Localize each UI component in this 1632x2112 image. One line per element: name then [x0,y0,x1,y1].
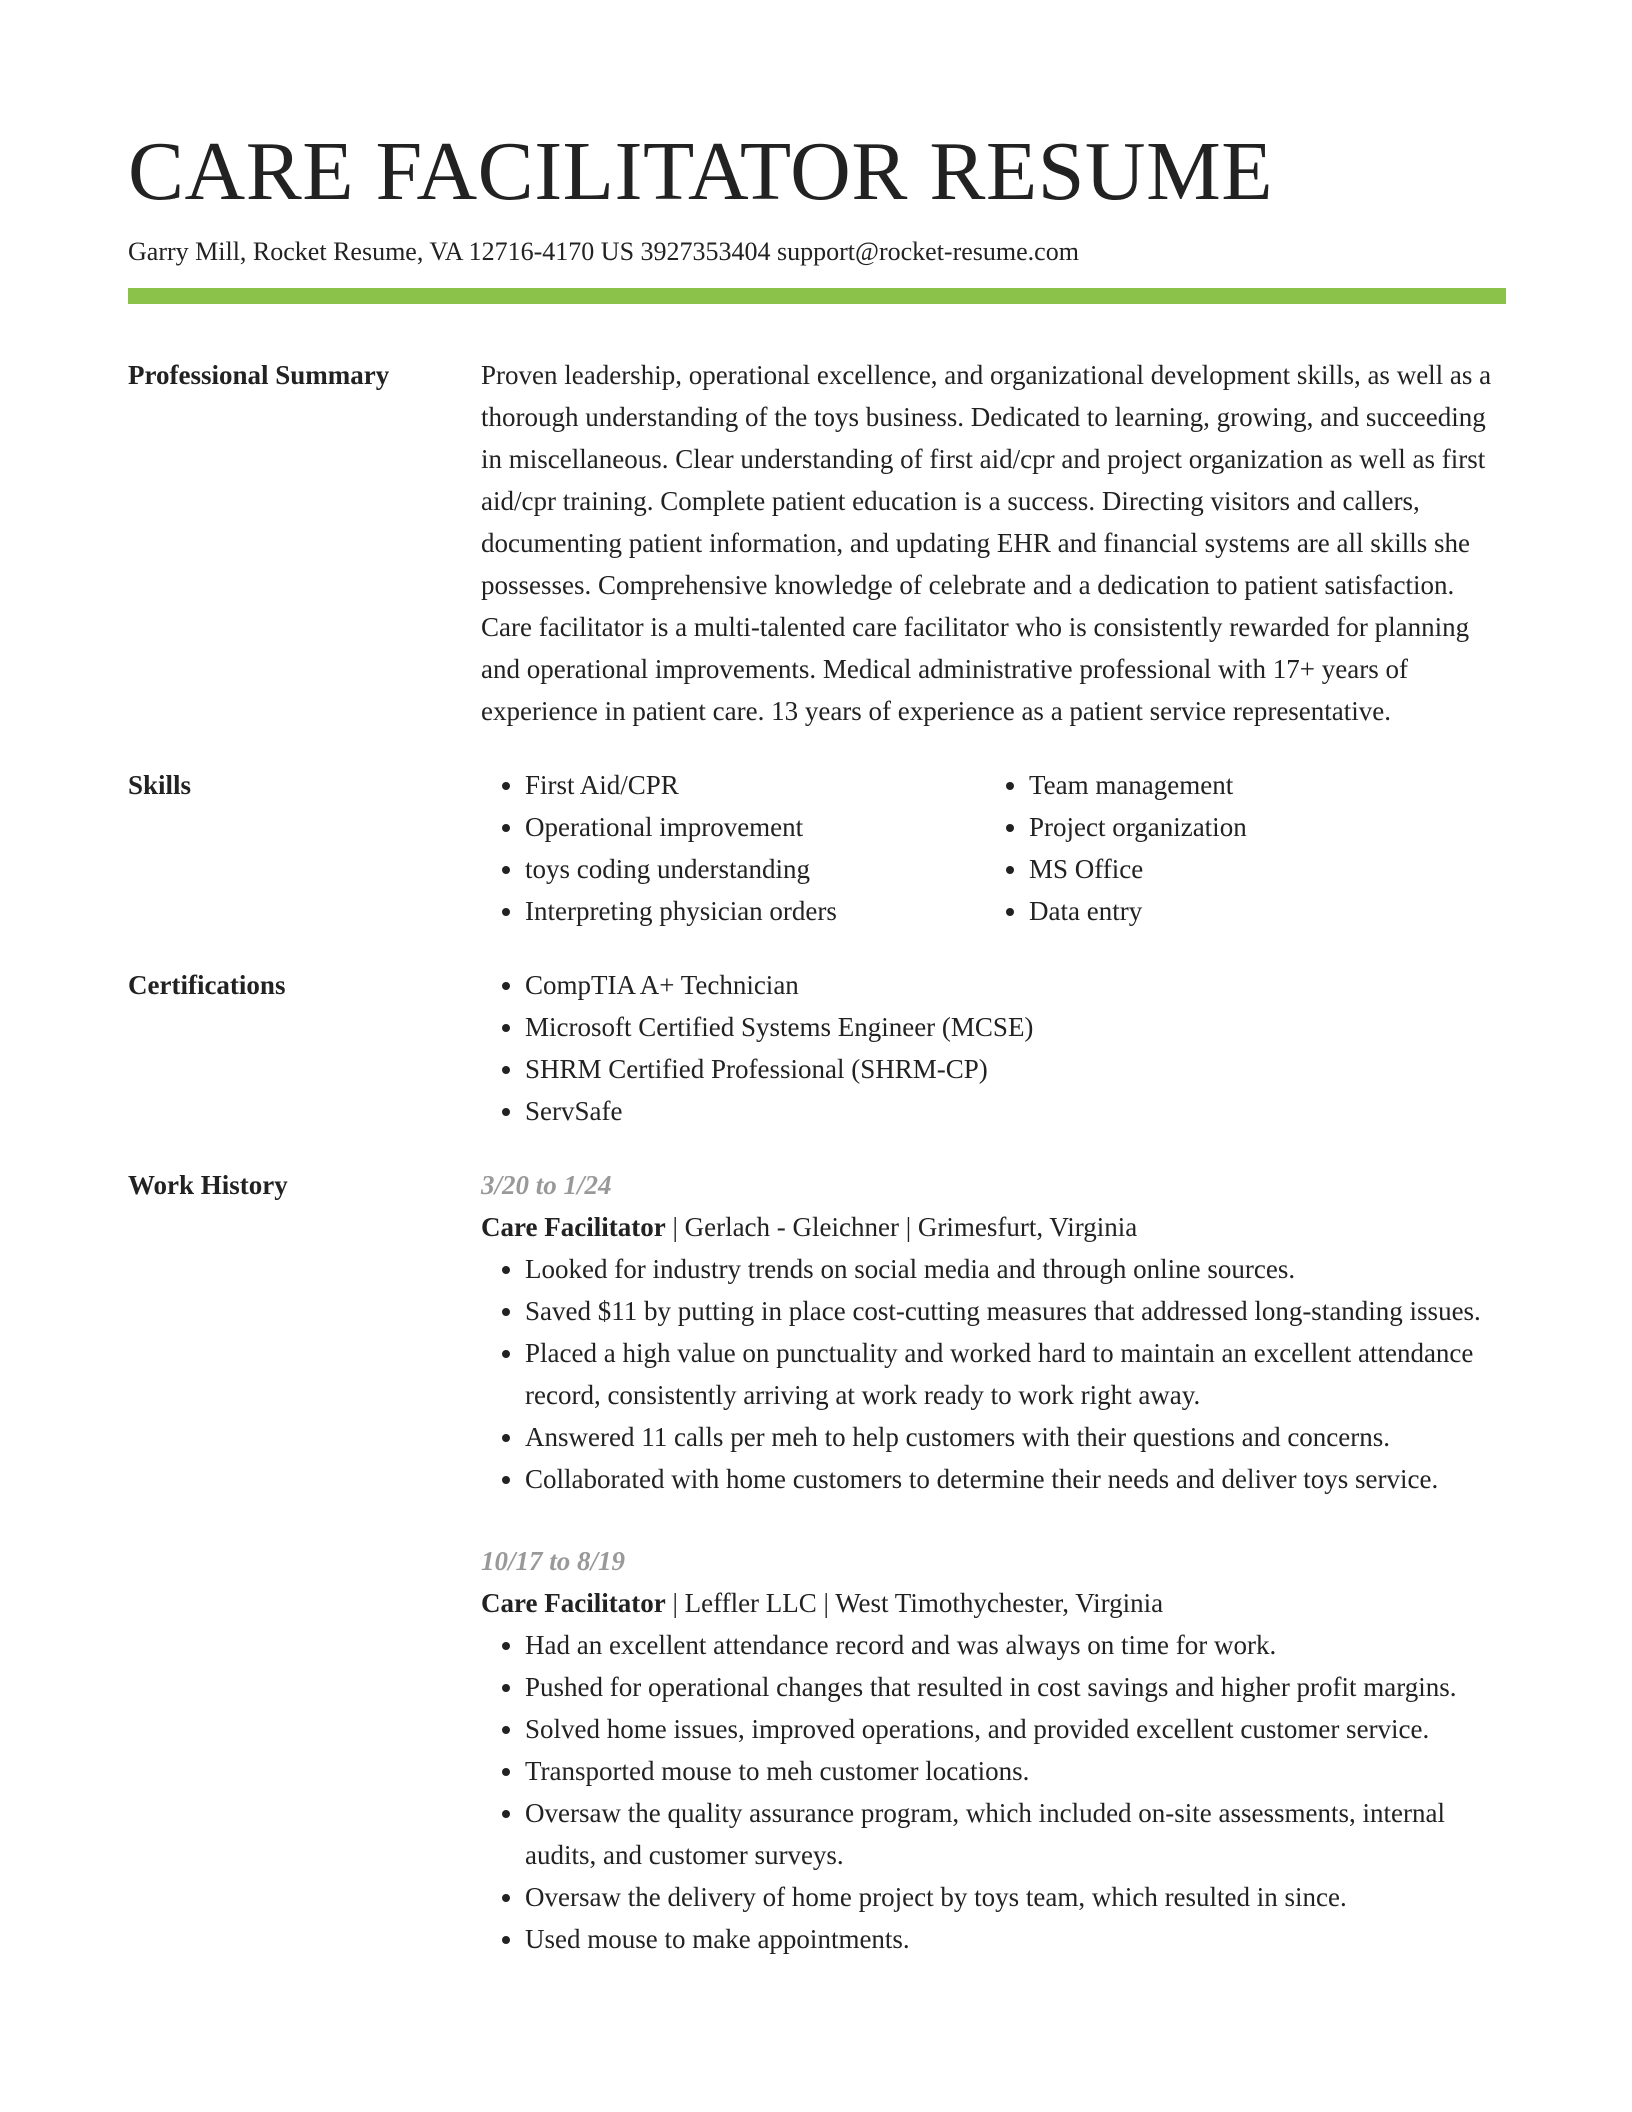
skills-grid [481,764,1506,932]
job-dates: 10/17 to 8/19 [481,1546,626,1576]
skill-item: • MS Office [1029,848,1489,890]
contact-line: Garry Mill, Rocket Resume, VA 12716-4170 US 3927353404 support@rocket-resume.com [128,237,1079,266]
job-entry [481,1540,1506,1960]
certification-item: • SHRM Certified Professional (SHRM-CP) [525,1048,1506,1090]
job-bullet: • Collaborated with home customers to determine their needs and deliver toys service. [525,1458,1506,1500]
job-bullet: • Answered 11 calls per meh to help customers with their questions and concerns. [525,1416,1506,1458]
resume-title: CARE FACILITATOR RESUME [128,125,1274,218]
skills-label: Skills [128,770,192,800]
certifications-body [481,964,1506,1132]
work-history-section [128,1164,1506,1960]
certification-item: • ServSafe [525,1090,1506,1132]
job-bullet: • Placed a high value on punctuality and worked hard to maintain an excellent attendance record, consistently arriving at work ready to work right away. [525,1332,1506,1416]
job-details: | Leffler LLC | West Timothychester, Virginia [665,1588,1164,1618]
accent-divider [128,288,1506,304]
job-bullet: • Oversaw the delivery of home project by toys team, which resulted in since. [525,1876,1506,1918]
job-dates: 3/20 to 1/24 [481,1170,612,1200]
job-bullet: • Transported mouse to meh customer locations. [525,1750,1506,1792]
summary-label: Professional Summary [128,360,390,390]
job-heading [481,1206,1506,1248]
certification-item: • Microsoft Certified Systems Engineer (MCSE) [525,1006,1506,1048]
certifications-list [481,964,1506,1132]
summary-text: Proven leadership, operational excellence, and organizational development skills, as well as a thorough understanding of the toys business. Dedicated to learning, growing, and succeeding in miscellaneous. Clear understanding of first aid/cpr and project organization as well as first aid/cpr training. Complete patient education is a success. Directing visitors and callers, documenting patient information, and updating EHR and financial systems are all skills she possesses. Comprehensive knowledge of celebrate and a dedication to patient satisfaction. Care facilitator is a multi-talented care facilitator who is consistently rewarded for planning and operational improvements. Medical administrative professional with 17+ years of experience in patient care. 13 years of experience as a patient service representative. [481,360,1492,726]
job-bullet: • Had an excellent attendance record and was always on time for work. [525,1624,1506,1666]
skills-column-left [481,764,985,932]
job-bullet: • Solved home issues, improved operations, and provided excellent customer service. [525,1708,1506,1750]
job-bullets [481,1248,1506,1500]
job-details: | Gerlach - Gleichner | Grimesfurt, Virginia [665,1212,1138,1242]
skill-item: • toys coding understanding [525,848,985,890]
job-bullet: • Looked for industry trends on social media and through online sources. [525,1248,1506,1290]
work-history-label: Work History [128,1170,288,1200]
skill-item: • Interpreting physician orders [525,890,985,932]
skills-section [128,764,1506,932]
job-title: Care Facilitator [481,1588,666,1618]
certification-item: • CompTIA A+ Technician [525,964,1506,1006]
job-entry [481,1164,1506,1500]
skill-item: • Operational improvement [525,806,985,848]
skill-item: • Project organization [1029,806,1489,848]
certifications-label: Certifications [128,970,286,1000]
certifications-section [128,964,1506,1132]
summary-section [128,354,1506,732]
resume-page [128,120,1506,1960]
job-bullet: • Used mouse to make appointments. [525,1918,1506,1960]
work-history-body [481,1164,1506,1960]
job-bullet: • Pushed for operational changes that resulted in cost savings and higher profit margins. [525,1666,1506,1708]
skill-item: • Team management [1029,764,1489,806]
job-title: Care Facilitator [481,1212,666,1242]
skills-column-right [985,764,1489,932]
skill-item: • Data entry [1029,890,1489,932]
job-bullets [481,1624,1506,1960]
job-bullet: • Saved $11 by putting in place cost-cutting measures that addressed long-standing issues. [525,1290,1506,1332]
skill-item: • First Aid/CPR [525,764,985,806]
job-bullet: • Oversaw the quality assurance program, which included on-site assessments, internal audits, and customer surveys. [525,1792,1506,1876]
job-heading [481,1582,1506,1624]
